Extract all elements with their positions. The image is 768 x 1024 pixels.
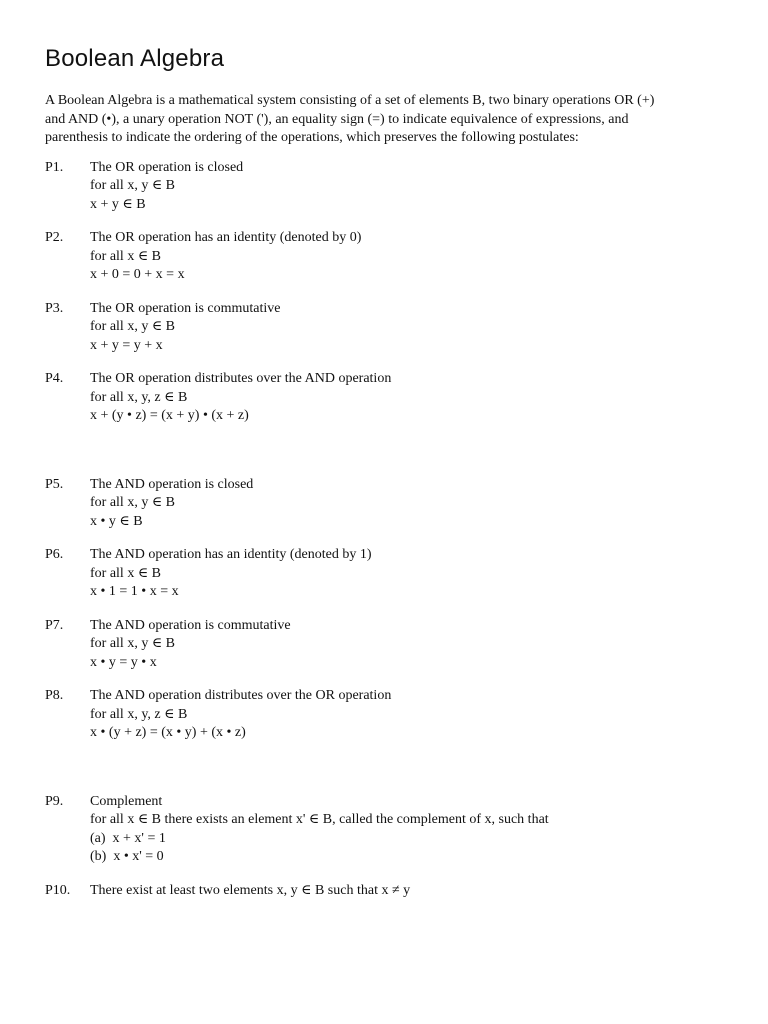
postulate-line: for all x, y ∈ B	[90, 319, 176, 334]
postulate-body	[90, 300, 735, 356]
postulate-line: for all x, y ∈ B	[90, 636, 176, 651]
postulate-line: for all x, y ∈ B	[90, 495, 176, 510]
postulate-line: Complement	[90, 793, 163, 809]
postulate-line: x + y ∈ B	[90, 196, 146, 212]
postulate-line: x • 1 = 1 • x = x	[90, 584, 179, 599]
postulate-label: P10.	[45, 882, 71, 898]
postulate-line: The OR operation has an identity (denoted by 0)	[90, 230, 362, 245]
postulate-body	[90, 370, 735, 426]
spacer	[45, 214, 735, 229]
postulate-p4	[45, 370, 735, 426]
postulate-line: The OR operation is commutative	[90, 300, 281, 316]
postulate-line: (a) x + x' = 1	[90, 830, 166, 846]
spacer	[45, 531, 735, 546]
postulate-line: for all x ∈ B there exists an element x' ∈ B, called the complement of x, such that	[90, 812, 549, 827]
postulate-line: (b) x • x' = 0	[90, 849, 164, 864]
postulate-p1	[45, 159, 735, 215]
postulate-line: x • y = y • x	[90, 654, 157, 670]
spacer	[45, 672, 735, 687]
spacer	[45, 285, 735, 300]
postulate-p5	[45, 476, 735, 532]
postulate-body	[90, 617, 735, 673]
postulate-label: P4.	[45, 371, 64, 386]
document-title: Boolean Algebra	[45, 45, 225, 72]
postulate-p9	[45, 793, 735, 867]
postulate-body	[90, 687, 735, 743]
postulate-label: P5.	[45, 476, 64, 492]
intro-paragraph	[45, 92, 735, 148]
postulate-body	[90, 546, 735, 602]
postulate-label: P6.	[45, 547, 64, 562]
postulate-line: for all x, y ∈ B	[90, 178, 176, 193]
postulate-body	[90, 793, 735, 867]
spacer	[45, 743, 735, 793]
postulate-p7	[45, 617, 735, 673]
postulate-line: for all x, y, z ∈ B	[90, 706, 188, 722]
postulate-body	[90, 882, 735, 901]
postulate-line: There exist at least two elements x, y ∈ B such that x ≠ y	[90, 882, 411, 898]
postulate-p8	[45, 687, 735, 743]
postulate-p6	[45, 546, 735, 602]
postulate-line: x + (y • z) = (x + y) • (x + z)	[90, 408, 249, 423]
postulate-line: for all x ∈ B	[90, 248, 162, 264]
spacer	[45, 602, 735, 617]
spacer	[45, 426, 735, 476]
postulate-body	[90, 229, 735, 285]
postulate-p3	[45, 300, 735, 356]
postulate-p10	[45, 882, 735, 901]
postulate-line: x + y = y + x	[90, 337, 163, 353]
postulate-line: x + 0 = 0 + x = x	[90, 267, 185, 282]
postulate-label: P1.	[45, 159, 64, 175]
postulate-label: P9.	[45, 793, 64, 809]
postulate-p2	[45, 229, 735, 285]
postulate-label: P3.	[45, 300, 64, 316]
spacer	[45, 355, 735, 370]
postulate-line: x • (y + z) = (x • y) + (x • z)	[90, 725, 246, 740]
intro-line: parenthesis to indicate the ordering of the operations, which preserves the following postulates:	[45, 130, 579, 145]
postulate-body	[90, 476, 735, 532]
spacer	[45, 867, 735, 882]
postulate-label: P2.	[45, 230, 64, 245]
postulate-line: x • y ∈ B	[90, 513, 143, 529]
postulate-line: The OR operation distributes over the AND operation	[90, 371, 392, 386]
postulate-line: for all x, y, z ∈ B	[90, 389, 188, 405]
postulate-line: The AND operation distributes over the OR operation	[90, 688, 392, 703]
intro-line: and AND (•), a unary operation NOT ('), an equality sign (=) to indicate equivalence of expressions, and	[45, 111, 629, 127]
postulate-line: The AND operation has an identity (denoted by 1)	[90, 547, 372, 562]
postulate-line: for all x ∈ B	[90, 565, 162, 581]
postulate-line: The AND operation is closed	[90, 476, 254, 492]
intro-line: A Boolean Algebra is a mathematical system consisting of a set of elements B, two binary operations OR (+)	[45, 93, 655, 108]
postulate-label: P8.	[45, 688, 64, 703]
postulate-line: The AND operation is commutative	[90, 617, 291, 633]
postulate-body	[90, 159, 735, 215]
postulate-label: P7.	[45, 617, 64, 633]
postulate-line: The OR operation is closed	[90, 159, 244, 175]
document-page	[45, 44, 735, 900]
